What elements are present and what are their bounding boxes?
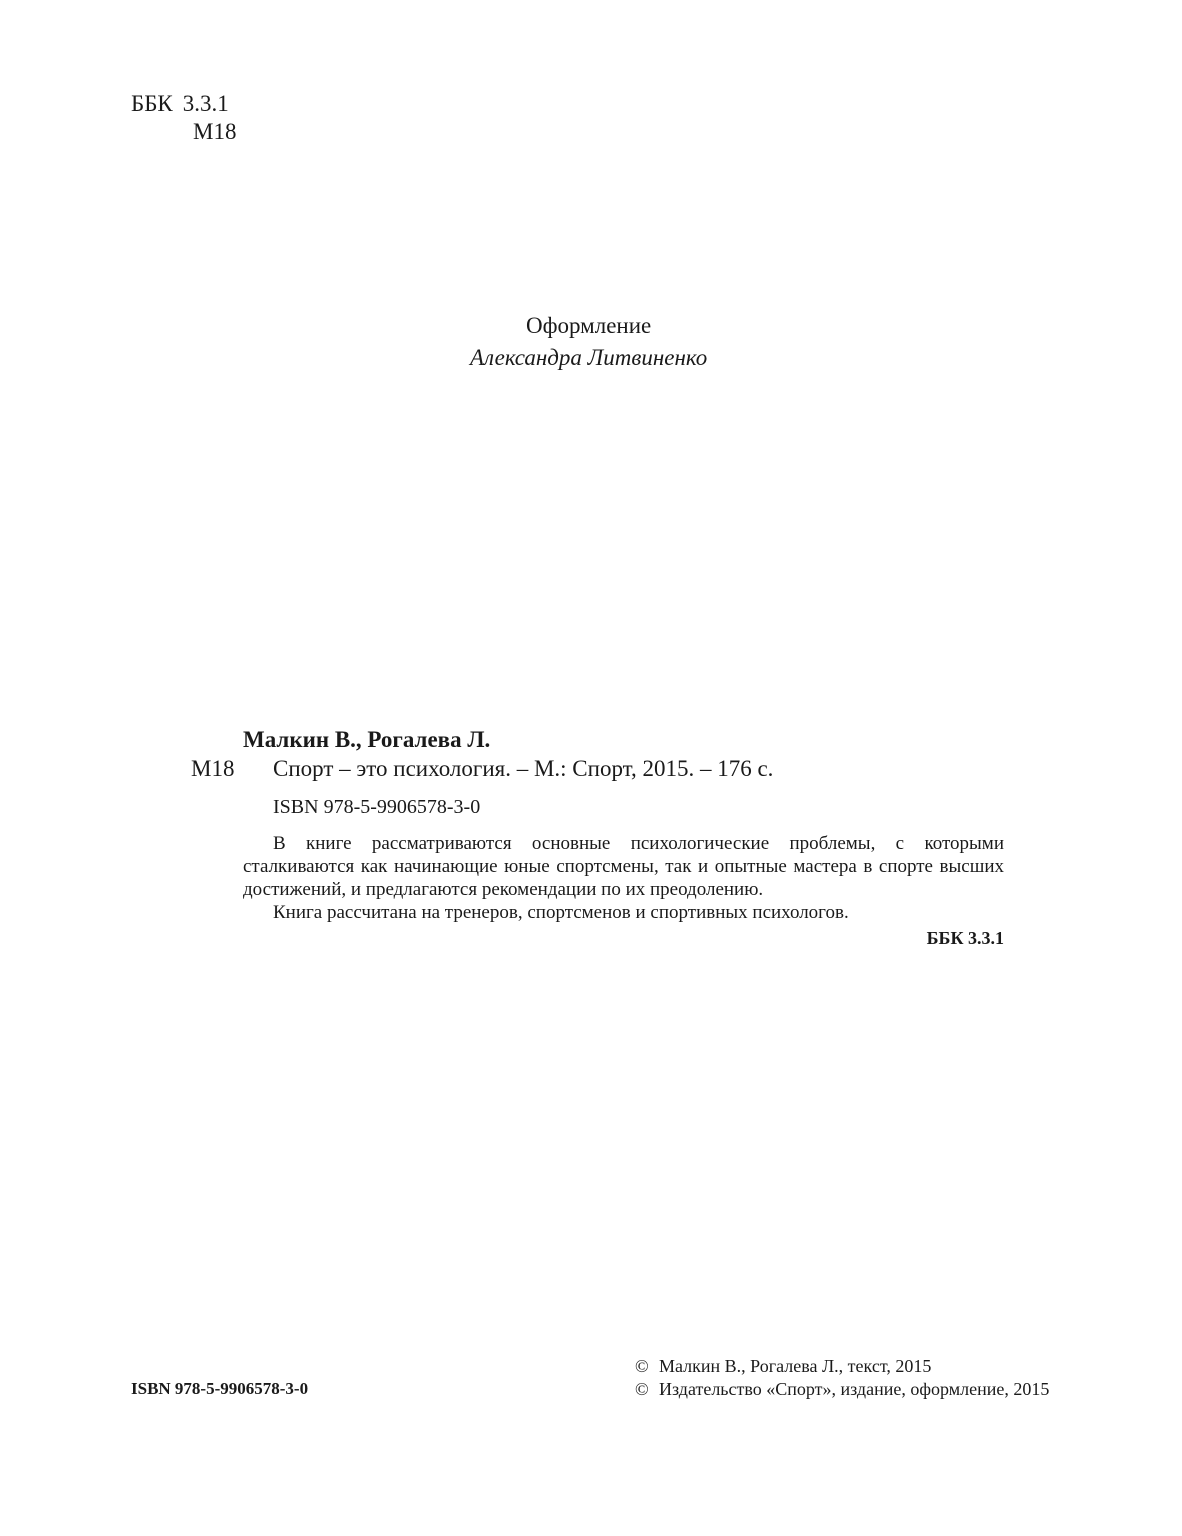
classification-block [131, 90, 237, 144]
author-mark: М18 [193, 119, 237, 144]
designer-name: Александра Литвиненко [470, 345, 708, 370]
copyright-symbol: © [635, 1356, 649, 1376]
copyright-line [635, 1379, 1049, 1400]
card-author-mark: М18 [191, 756, 235, 781]
card-authors: Малкин В., Рогалева Л. [243, 727, 491, 752]
card-isbn: ISBN 978-5-9906578-3-0 [273, 796, 481, 818]
design-label: Оформление [526, 313, 652, 338]
card-abstract [243, 832, 1004, 924]
copyright-text: Издательство «Спорт», издание, оформление, 2015 [659, 1379, 1050, 1399]
card-title-line: Спорт – это психология. – М.: Спорт, 2015. – 176 с. [273, 756, 774, 781]
card-bbk: ББК 3.3.1 [926, 928, 1004, 948]
footer-isbn: ISBN 978-5-9906578-3-0 [131, 1379, 309, 1398]
copyright-symbol: © [635, 1379, 649, 1399]
bbk-code: 3.3.1 [182, 91, 229, 116]
abstract-paragraph: В книге рассматриваются основные психологические проблемы, с которыми сталкиваются как начинающие юные спортсмены, так и опытные мастера в спорте высших достижений, и предлагаются рекомендации по их преодолению. [243, 833, 1004, 900]
copyright-line [635, 1356, 931, 1377]
copyright-text: Малкин В., Рогалева Л., текст, 2015 [659, 1356, 932, 1376]
abstract-paragraph: Книга рассчитана на тренеров, спортсменов и спортивных психологов. [273, 902, 849, 923]
bbk-label: ББК [131, 91, 173, 116]
